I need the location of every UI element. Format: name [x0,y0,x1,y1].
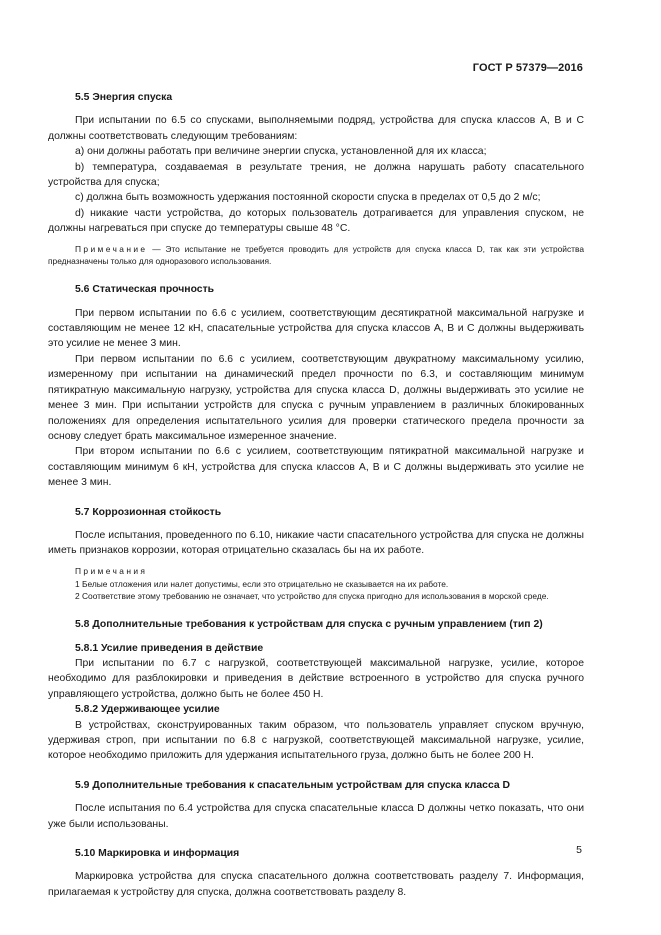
section-5-6-heading: 5.6 Статическая прочность [75,284,215,296]
standard-designation: ГОСТ Р 57379—2016 [472,62,583,74]
section-5-5-heading: 5.5 Энергия спуска [75,92,173,103]
section-5-8-heading: 5.8 Дополнительные требования к устройствам для спуска с ручным управлением (тип 2) [75,619,543,631]
section-5-7-para-1: После испытания, проведенного по 6.10, никакие части спасательного устройства для спуска не должны иметь признаков коррозии, которая отрицательно сказалась бы на их работе. [48,529,584,557]
section-5-5-intro: При испытании по 6.5 со спусками, выполняемыми подряд, устройства для спуска классов А, В и С должны соответствовать следующим требованиям: [48,115,584,142]
page-number: 5 [576,844,582,856]
section-5-5-note [48,243,584,269]
section-5-5-item-a: а) они должны работать при величине энергии спуска, установленной для их класса; [75,146,487,158]
section-5-5-item-b: b) температура, создаваемая в результате трения, не должна нарушать работу спасательного устройства для спуска; [48,161,584,189]
section-5-6-para-1: При первом испытании по 6.6 с усилием, соответствующим десятикратной максимальной нагрузке и составляющим не менее 12 кН, спасательные устройства для спуска классов А, В и С должны выдерживать это усилие не менее 3 мин. [48,307,584,350]
section-5-9-heading: 5.9 Дополнительные требования к спасательным устройствам для спуска класса D [75,779,511,791]
section-5-10-para-1: Маркировка устройства для спуска спасательного должна соответствовать разделу 7. Информация, прилагаемая к устройству для спуска, должна соответствовать разделу 8. [48,871,584,898]
section-5-5-item-d: d) никакие части устройства, до которых пользователь дотрагивается для управления спуском, не должны нагреваться при спуске до температуры свыше 48 °С. [48,207,584,235]
section-5-7-heading: 5.7 Коррозионная стойкость [75,506,222,518]
section-5-5-item-c: с) должна быть возможность удержания постоянной скорости спуска в пределах от 0,5 до 2 м/с; [75,192,541,204]
section-5-8-1-heading: 5.8.1 Усилие приведения в действие [75,642,264,654]
section-5-8-2-text: В устройствах, сконструированных таким образом, что пользователь управляет спуском вручную, удерживая строп, при испытании по 6.8 с нагрузкой, соответствующей максимальной нагрузке, усилие, которое необходимо приложить для удержания испытательного груза, должно быть не более 200 Н. [48,719,584,762]
note-label: Примечание [75,243,148,254]
section-5-9-para-1: После испытания по 6.4 устройства для спуска спасательные класса D должны четко показать, что они уже были использованы. [48,803,584,830]
section-5-7-notes-label: Примечания [75,565,148,576]
section-5-10-heading: 5.10 Маркировка и информация [75,848,240,860]
section-5-7-note-1: 1 Белые отложения или налет допустимы, если это отрицательно не сказывается на их работе. [75,578,449,589]
page-content [48,90,584,900]
section-5-7-note-2: 2 Соответствие этому требованию не означает, что устройство для спуска пригодно для использования в морской среде. [75,591,549,602]
section-5-6-para-3: При втором испытании по 6.6 с усилием, соответствующим пятикратной максимальной нагрузке и составляющим минимум 6 кН, устройства для спуска классов А, В и С должны выдерживать это усилие не менее 3 мин. [48,446,584,489]
section-5-8-1-text: При испытании по 6.7 с нагрузкой, соответствующей максимальной нагрузке, усилие, которое необходимо для разблокировки и приведения в действие встроенного в устройство для спуска ручного управляющего устройства, должно быть не более 450 Н. [48,657,584,700]
note-text: — Это испытание не требуется проводить для устройств для спуска класса D, так как эти устройства предназначены только для одноразового использования. [48,243,584,267]
section-5-8-2-heading: 5.8.2 Удерживающее усилие [75,704,220,716]
section-5-6-para-2: При первом испытании по 6.6 с усилием, соответствующим двукратному максимальному усилию, измеренному при испытании на динамический предел прочности по 6.3, и составляющим минимум пятикратную максимальную нагрузку, устройства для спуска класса D, должны выдерживать это усилие не менее 3 мин. При испытании устройств для спуска с ручным управлением в различных блокированных положениях для определения испытательного усилия для проверки статического предела прочности за основу следует брать максимальное измеренное значение. [48,353,584,442]
